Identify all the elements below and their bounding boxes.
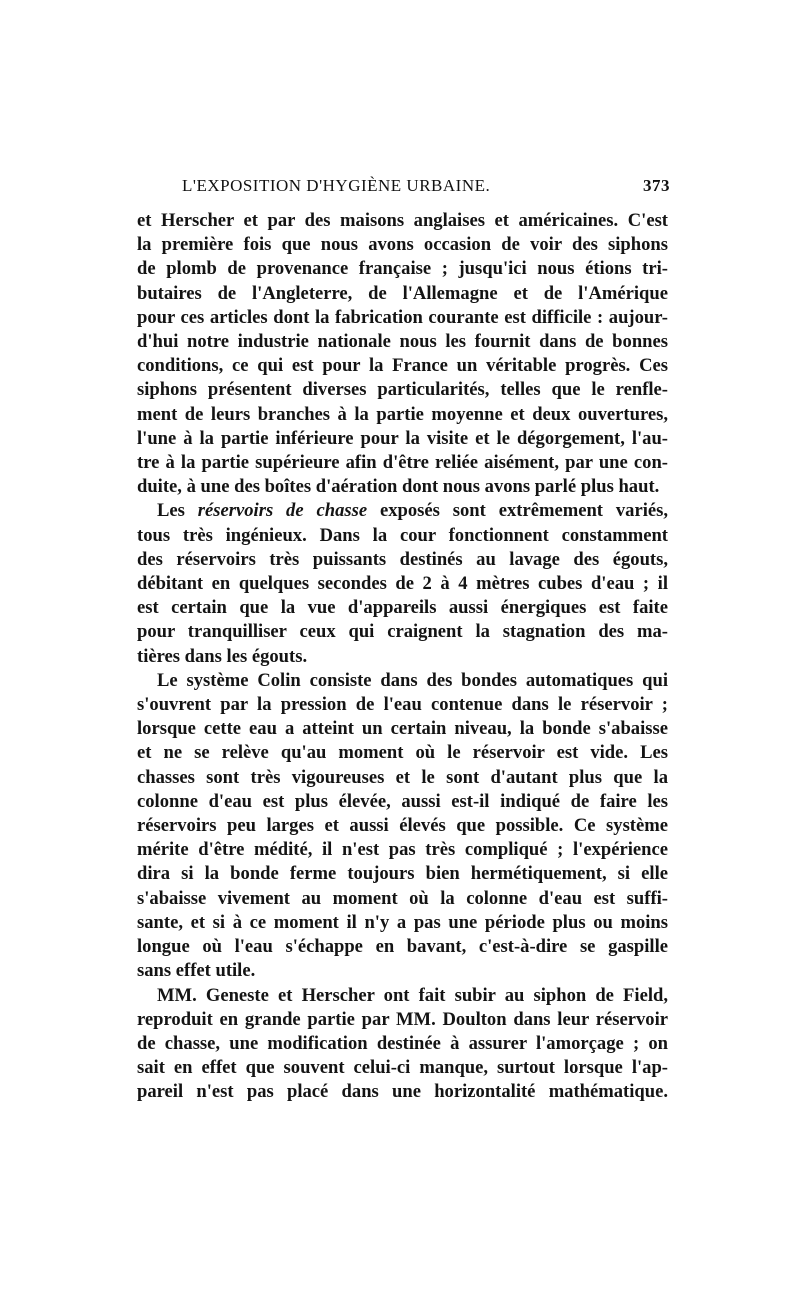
text-line: longue où l'eau s'échappe en bavant, c'est-à-dire se gaspille bbox=[137, 936, 668, 958]
running-head bbox=[130, 176, 670, 200]
body-text bbox=[137, 209, 668, 1105]
text-line: mérite d'être médité, il n'est pas très compliqué ; l'expérience bbox=[137, 839, 668, 861]
text-line: Le système Colin consiste dans des bondes automatiques qui bbox=[157, 669, 668, 691]
text-line: reproduit en grande partie par MM. Doulton dans leur réservoir bbox=[137, 1008, 668, 1030]
text-line: et Herscher et par des maisons anglaises et américaines. C'est bbox=[137, 210, 668, 231]
text-line: tous très ingénieux. Dans la cour fonctionnent constamment bbox=[137, 524, 668, 546]
text-line: est certain que la vue d'appareils aussi énergiques est faite bbox=[137, 597, 668, 619]
text-line: s'abaisse vivement au moment où la colonne d'eau est suffi- bbox=[137, 887, 668, 909]
text-line: conditions, ce qui est pour la France un véritable progrès. Ces bbox=[137, 355, 668, 377]
text-line: pour tranquilliser ceux qui craignent la stagnation des ma- bbox=[137, 621, 668, 643]
paragraph-1 bbox=[137, 209, 668, 499]
text-line: l'une à la partie inférieure pour la visite et le dégorgement, l'au- bbox=[137, 427, 668, 449]
text-line: et ne se relève qu'au moment où le réservoir est vide. Les bbox=[137, 742, 668, 764]
text-line: dira si la bonde ferme toujours bien hermétiquement, si elle bbox=[137, 863, 668, 885]
page-number: 373 bbox=[643, 176, 670, 195]
text-line: pareil n'est pas placé dans une horizontalité mathématique. bbox=[137, 1081, 668, 1103]
text-line: lorsque cette eau a atteint un certain niveau, la bonde s'abaisse bbox=[137, 718, 668, 740]
text-line: s'ouvrent par la pression de l'eau contenue dans le réservoir ; bbox=[137, 694, 668, 716]
text-line: chasses sont très vigoureuses et le sont d'autant plus que la bbox=[137, 766, 668, 788]
paragraph-3 bbox=[137, 669, 668, 984]
text-line: débitant en quelques secondes de 2 à 4 mètres cubes d'eau ; il bbox=[137, 573, 668, 595]
running-title: L'EXPOSITION D'HYGIÈNE URBAINE. bbox=[182, 176, 491, 195]
text-line: duite, à une des boîtes d'aération dont nous avons parlé plus haut. bbox=[137, 476, 660, 498]
text-line: sait en effet que souvent celui-ci manque, surtout lorsque l'ap- bbox=[137, 1057, 668, 1079]
text-line: tre à la partie supérieure afin d'être reliée aisément, par une con- bbox=[137, 452, 668, 474]
text-line: tières dans les égouts. bbox=[137, 645, 308, 667]
text-line: siphons présentent diverses particularités, telles que le renfle- bbox=[137, 379, 668, 401]
text-line: pour ces articles dont la fabrication courante est difficile : aujour- bbox=[137, 306, 668, 328]
text-line: de chasse, une modification destinée à assurer l'amorçage ; on bbox=[137, 1032, 668, 1054]
paragraph-lead-rest: exposés sont extrêmement variés, bbox=[367, 500, 669, 522]
paragraph-4 bbox=[137, 984, 668, 1105]
text-line: des réservoirs très puissants destinés au lavage des égouts, bbox=[137, 548, 668, 570]
text-line: d'hui notre industrie nationale nous les fournit dans de bonnes bbox=[137, 331, 668, 353]
paragraph-2 bbox=[137, 499, 668, 668]
text-line bbox=[137, 499, 668, 523]
text-line: ment de leurs branches à la partie moyenne et deux ouvertures, bbox=[137, 403, 668, 425]
text-line: MM. Geneste et Herscher ont fait subir au siphon de Field, bbox=[157, 984, 668, 1006]
paragraph-lead: Les bbox=[157, 500, 198, 522]
text-line: réservoirs peu larges et aussi élevés que possible. Ce système bbox=[137, 815, 668, 837]
text-line: sante, et si à ce moment il n'y a pas une période plus ou moins bbox=[137, 911, 668, 933]
text-line: de plomb de provenance française ; jusqu'ici nous étions tri- bbox=[137, 258, 668, 280]
text-line: sans effet utile. bbox=[137, 960, 256, 982]
text-line: colonne d'eau est plus élevée, aussi est-il indiqué de faire les bbox=[137, 790, 668, 812]
italic-term: réservoirs de chasse bbox=[197, 500, 368, 522]
text-line: butaires de l'Angleterre, de l'Allemagne et de l'Amérique bbox=[137, 282, 668, 304]
text-line: la première fois que nous avons occasion de voir des siphons bbox=[137, 234, 668, 256]
